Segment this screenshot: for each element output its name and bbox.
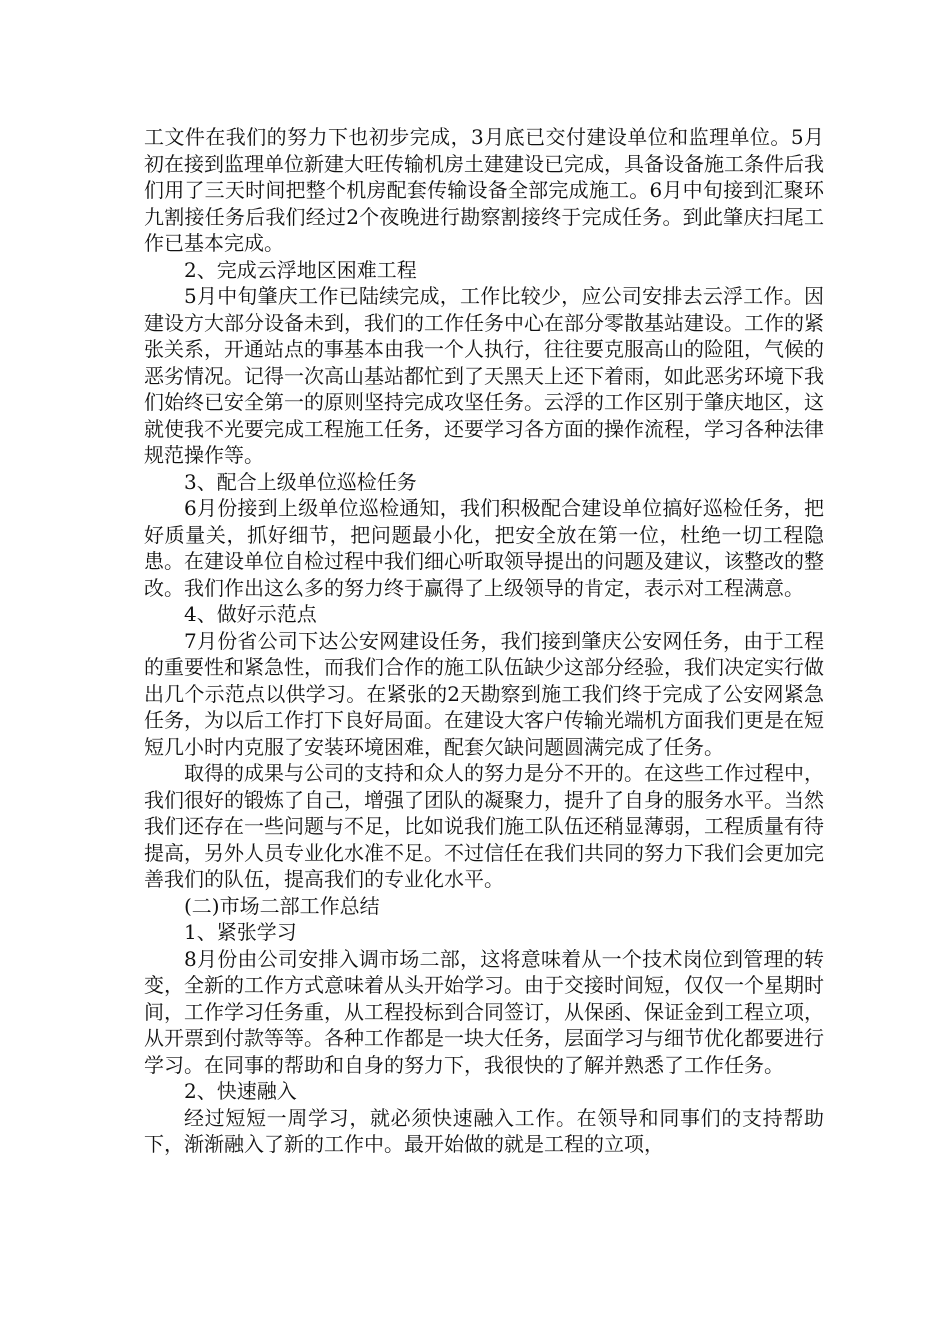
paragraph-demo-sites: 7月份省公司下达公安网建设任务，我们接到肇庆公安网任务，由于工程的重要性和紧急性，而我们合作的施工队伍缺少这部分经验，我们决定实行做出几个示范点以供学习。在紧张的2天勘察到施工我们终于完成了公安网紧急任务，为以后工作打下良好局面。在建设大客户传输光端机方面我们更是在短短几小时内克服了安装环境困难，配套欠缺问题圆满完成了任务。: [144, 628, 824, 759]
paragraph-integration: 经过短短一周学习，就必须快速融入工作。在领导和同事们的支持帮助下，渐渐融入了新的工作中。最开始做的就是工程的立项，: [144, 1105, 824, 1156]
section-heading-inspection: 3、配合上级单位巡检任务: [184, 469, 417, 494]
document-body: [144, 124, 824, 1158]
paragraph-achievements: 取得的成果与公司的支持和众人的努力是分不开的。在这些工作过程中，我们很好的锻炼了自己，增强了团队的凝聚力，提升了自身的服务水平。当然我们还存在一些问题与不足，比如说我们施工队伍还稍显薄弱，工程质量有待提高，另外人员专业化水准不足。不过信任在我们共同的努力下我们会更加完善我们的队伍，提高我们的专业化水平。: [144, 761, 824, 891]
paragraph-inspection: 6月份接到上级单位巡检通知，我们积极配合建设单位搞好巡检任务，把好质量关，抓好细节，把问题最小化，把安全放在第一位，杜绝一切工程隐患。在建设单位自检过程中我们细心听取领导提出的问题及建议，该整改的整改。我们作出这么多的努力终于赢得了上级领导的肯定，表示对工程满意。: [144, 496, 824, 600]
section-heading-yunfu: 2、完成云浮地区困难工程: [184, 257, 417, 282]
paragraph-learning: 8月份由公司安排入调市场二部，这将意味着从一个技术岗位到管理的转变，全新的工作方式意味着从头开始学习。由于交接时间短，仅仅一个星期时间，工作学习任务重，从工程投标到合同签订，从保函、保证金到工程立项，从开票到付款等等。各种工作都是一块大任务，层面学习与细节优化都要进行学习。在同事的帮助和自身的努力下，我很快的了解并熟悉了工作任务。: [144, 946, 824, 1077]
section-heading-demo-sites: 4、做好示范点: [184, 602, 317, 626]
section-heading-integration: 2、快速融入: [184, 1079, 297, 1103]
section-heading-learning: 1、紧张学习: [184, 920, 297, 944]
paragraph-continuation: 工文件在我们的努力下也初步完成，3月底已交付建设单位和监理单位。5月初在接到监理单位新建大旺传输机房土建建设已完成，具备设备施工条件后我们用了三天时间把整个机房配套传输设备全部完成施工。6月中旬接到汇聚环九割接任务后我们经过2个夜晚进行勘察割接终于完成任务。到此肇庆扫尾工作已基本完成。: [144, 125, 824, 255]
section-heading-market-dept: (二)市场二部工作总结: [184, 893, 380, 918]
paragraph-yunfu: 5月中旬肇庆工作已陆续完成，工作比较少，应公司安排去云浮工作。因建设方大部分设备未到，我们的工作任务中心在部分零散基站建设。工作的紧张关系，开通站点的事基本由我一个人执行，往往要克服高山的险阻，气候的恶劣情况。记得一次高山基站都忙到了天黑天上还下着雨，如此恶劣环境下我们始终已安全第一的原则坚持完成攻坚任务。云浮的工作区别于肇庆地区，这就使我不光要完成工程施工任务，还要学习各方面的操作流程，学习各种法律规范操作等。: [144, 284, 824, 467]
